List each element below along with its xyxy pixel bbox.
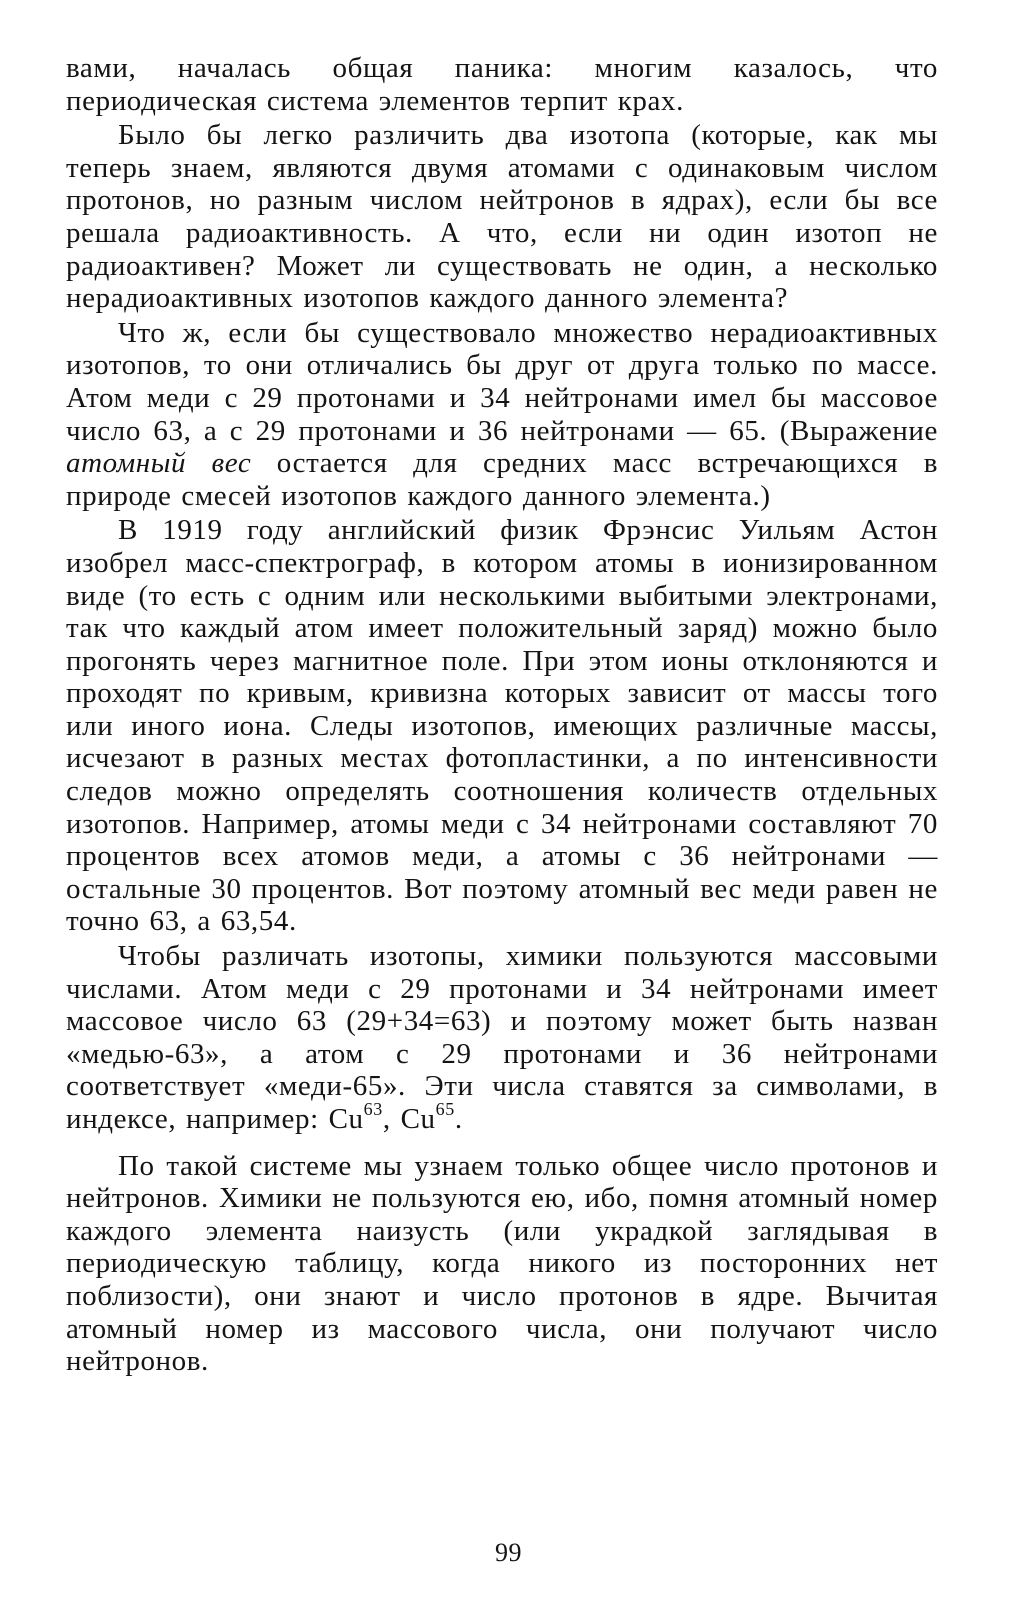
paragraph-continued bbox=[66, 52, 938, 117]
paragraph-text: остается для средних масс встречающихся в природе смесей изотопов каждого данного элемента.) bbox=[66, 447, 939, 512]
paragraph-text: Было бы легко различить два изотопа (которые, как мы теперь знаем, являются двумя атомами с одинаковым числом протонов, но разным числом нейтронов в ядрах), если бы все решала радиоактивность. А что, если ни один изотоп не радиоактивен? Может ли существовать не один, а несколько нерадиоактивных изотопов каждого данного элемента? bbox=[66, 119, 938, 315]
separator: , bbox=[382, 1103, 401, 1135]
paragraph-text: По такой системе мы узнаем только общее число протонов и нейтронов. Химики не пользуются ею, ибо, помня атомный номер каждого элемента наизусть (или украдкой заглядывая в периодическую таблицу, когда никого из посторонних нет поблизости), они знают и число протонов в ядре. Вычитая атомный номер из массового числа, они получают число нейтронов. bbox=[66, 1149, 938, 1378]
isotope-mass-number: 63 bbox=[363, 1099, 383, 1120]
page-number: 99 bbox=[495, 1538, 522, 1567]
isotope-mass-number: 65 bbox=[435, 1099, 455, 1120]
paragraph-isotopes-question bbox=[66, 119, 938, 315]
paragraph-text: вами, началась общая паника: многим казалось, что периодическая система элементов терпит крах. bbox=[66, 52, 938, 117]
paragraph-end-punctuation: . bbox=[454, 1103, 463, 1135]
paragraph-text: Чтобы различать изотопы, химики пользуются массовыми числами. Атом меди с 29 протонами и 34 нейтронами имеет массовое число 63 (29+34=63) и поэтому может быть назван «медью-63», а атом с 29 протонами и 36 нейтронами соответствует «меди-65». Эти числа ставятся за символами, в индексе, например: bbox=[66, 940, 938, 1135]
isotope-symbol: Cu bbox=[400, 1103, 436, 1135]
paragraph-nonradioactive-isotopes bbox=[66, 317, 938, 513]
isotope-symbol: Cu bbox=[328, 1103, 364, 1135]
paragraph-text: В 1919 году английский физик Фрэнсис Уильям Астон изобрел масс-спектрограф, в котором атомы в ионизированном виде (то есть с одним или несколькими выбитыми электронами, так что каждый атом имеет положительный заряд) можно было прогонять через магнитное поле. При этом ионы отклоняются и проходят по кривым, кривизна которых зависит от массы того или иного иона. Следы изотопов, имеющих различные массы, исчезают в разных местах фотопластинки, а по интенсивности следов можно определять соотношения количеств отдельных изотопов. Например, атомы меди с 34 нейтронами составляют 70 процентов всех атомов меди, а атомы с 36 нейтронами — остальные 30 процентов. Вот поэтому атомный вес меди равен не точно 63, а 63,54. bbox=[66, 514, 938, 938]
paragraph-mass-spectrograph bbox=[66, 514, 938, 938]
italic-term: атомный вес bbox=[66, 447, 252, 480]
paragraph-mass-numbers bbox=[66, 940, 938, 1136]
book-page bbox=[66, 52, 938, 1378]
paragraph-text: Что ж, если бы существовало множество нерадиоактивных изотопов, то они отличались бы друг от друга только по массе. Атом меди с 29 протонами и 34 нейтронами имел бы массовое число 63, а с 29 протонами и 36 нейтронами — 65. (Выражение bbox=[66, 316, 938, 447]
paragraph-neutron-count bbox=[66, 1150, 938, 1378]
